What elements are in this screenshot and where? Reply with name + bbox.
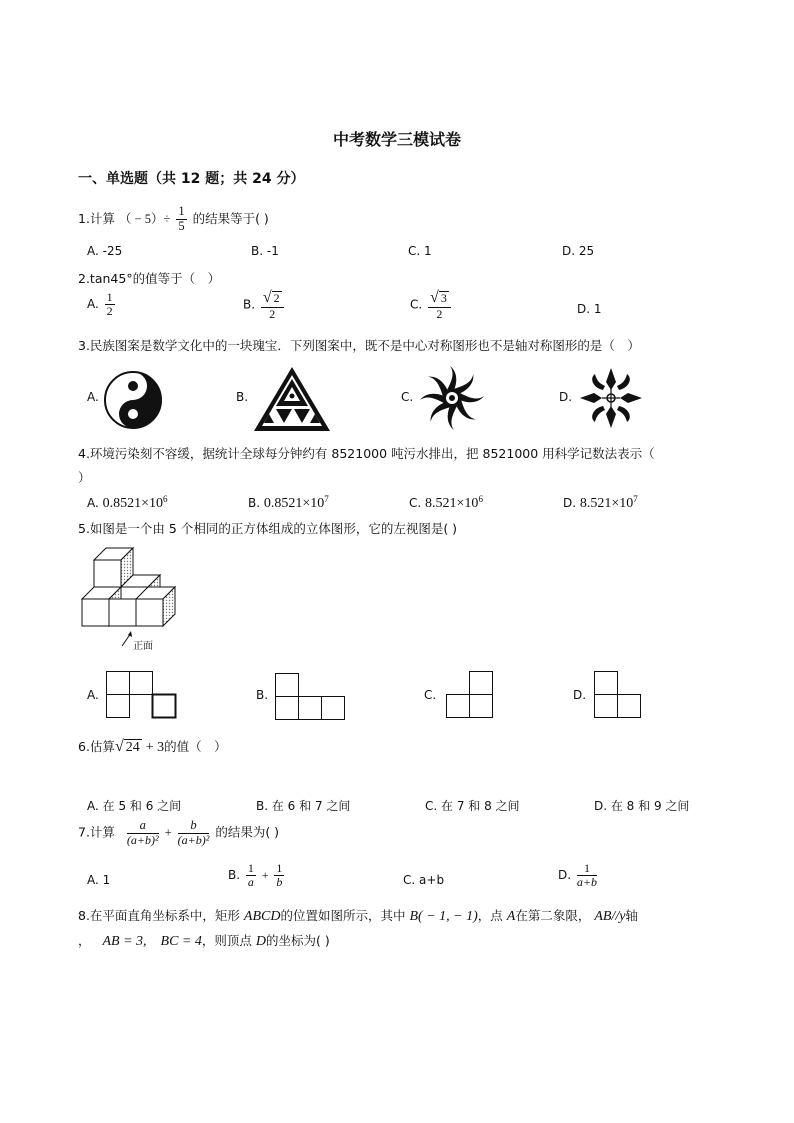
q4-option-c[interactable] bbox=[409, 494, 483, 512]
q6-plus: + 3 bbox=[145, 740, 165, 755]
q6-suffix: 的值（ ） bbox=[164, 739, 227, 754]
q2-b-radicand: 2 bbox=[273, 291, 280, 305]
q7-t2-num: b bbox=[178, 819, 210, 834]
q2-a-label: A. bbox=[87, 297, 99, 312]
q4-b-exp: 7 bbox=[324, 494, 329, 504]
pinwheel-flower-icon[interactable] bbox=[418, 364, 486, 432]
q1-suffix: 的结果等于( ) bbox=[192, 210, 269, 226]
q7-term-2 bbox=[178, 819, 210, 847]
q7-b-den2: b bbox=[276, 875, 283, 890]
q4-d-base: 8.521×10 bbox=[579, 496, 634, 511]
q7-suffix: 的结果为( ) bbox=[215, 824, 280, 840]
q7-d-den: a+b bbox=[576, 875, 597, 890]
q4-c-base: 8.521×10 bbox=[425, 496, 479, 511]
q7-b-label: B. bbox=[228, 868, 241, 883]
ornament-icon[interactable] bbox=[578, 366, 644, 430]
q8-text-7: ，则顶点 bbox=[201, 933, 252, 948]
q8-text-6: ， bbox=[78, 933, 91, 948]
q5-label-c[interactable]: C. bbox=[424, 688, 437, 702]
q7-a-label: A. bbox=[87, 873, 99, 887]
q4-b-base: 0.8521×10 bbox=[263, 496, 325, 511]
q5-view-a[interactable] bbox=[106, 671, 178, 718]
q7-plus: + bbox=[164, 825, 172, 840]
question-4-line1: 4.环境污染刻不容缓，据统计全球每分钟约有 8521000 吨污水排出，把 8521000 用科学记数法表示（ bbox=[78, 446, 655, 461]
q1-option-c[interactable]: C. 1 bbox=[408, 244, 432, 258]
q6-option-d[interactable]: D. 在 8 和 9 之间 bbox=[594, 799, 690, 813]
q2-c-label: C. bbox=[410, 297, 423, 312]
q7-t1-den: (a+b)² bbox=[126, 832, 159, 847]
q7-c-label: C. bbox=[403, 873, 416, 887]
q8-ab-parallel: AB//y bbox=[594, 909, 626, 924]
q6-option-a[interactable]: A. 在 5 和 6 之间 bbox=[87, 799, 182, 813]
sqrt-icon: √ bbox=[430, 289, 439, 306]
q8-point-b: B( − 1, − 1) bbox=[409, 909, 478, 924]
q2-b-den: 2 bbox=[269, 306, 276, 321]
q4-option-d[interactable] bbox=[563, 494, 638, 512]
q7-d-num: 1 bbox=[577, 862, 597, 876]
q7-b-num2: 1 bbox=[276, 861, 283, 875]
question-3: 3.民族图案是数学文化中的一块瑰宝．下列图案中，既不是中心对称图形也不是轴对称图形的是（ ） bbox=[78, 338, 640, 353]
q7-b-den1: a bbox=[247, 875, 254, 890]
q7-b-frac-2 bbox=[274, 862, 284, 889]
q7-option-c[interactable] bbox=[403, 873, 444, 887]
q2-a-fraction bbox=[105, 291, 115, 318]
q7-b-plus: + bbox=[261, 868, 269, 883]
q6-option-b[interactable]: B. 在 6 和 7 之间 bbox=[256, 799, 351, 813]
q4-c-label: C. bbox=[409, 496, 422, 510]
q1-option-d[interactable]: D. 25 bbox=[562, 244, 595, 258]
q5-label-b[interactable]: B. bbox=[256, 688, 269, 702]
sqrt-icon: √ bbox=[114, 738, 124, 755]
q5-front-label: 正面 bbox=[133, 641, 153, 652]
q7-option-a[interactable] bbox=[87, 873, 110, 887]
q7-t1-num: a bbox=[127, 819, 159, 834]
question-6 bbox=[78, 737, 227, 756]
q2-c-den: 2 bbox=[436, 306, 443, 321]
q7-b-num1: 1 bbox=[247, 861, 254, 875]
q4-a-base: 0.8521×10 bbox=[102, 496, 164, 511]
q8-ab: AB = 3, bbox=[102, 934, 147, 949]
q2-b-label: B. bbox=[243, 297, 256, 312]
q2-a-num: 1 bbox=[106, 290, 113, 304]
q2-d-value: 1 bbox=[593, 302, 602, 316]
q1-option-a[interactable]: A. -25 bbox=[87, 244, 123, 258]
q7-option-d[interactable] bbox=[558, 862, 599, 889]
q8-text-2: 的位置如图所示，其中 bbox=[280, 908, 406, 923]
question-8-line1 bbox=[78, 906, 638, 925]
q6-prefix: 6.估算 bbox=[78, 739, 115, 754]
q7-b-frac-1 bbox=[246, 862, 256, 889]
q2-option-b[interactable] bbox=[243, 289, 286, 321]
q6-radicand: 24 bbox=[125, 740, 140, 755]
q4-b-label: B. bbox=[248, 496, 261, 510]
q3-label-c[interactable]: C. bbox=[401, 390, 414, 404]
q5-view-d[interactable] bbox=[594, 671, 644, 718]
q7-d-label: D. bbox=[558, 868, 572, 883]
q1-prefix: 1.计算 bbox=[78, 210, 115, 226]
q2-b-fraction bbox=[261, 289, 284, 321]
q8-text-3: ，点 bbox=[477, 908, 503, 923]
q4-option-a[interactable] bbox=[87, 494, 168, 512]
q5-view-b[interactable] bbox=[275, 673, 347, 720]
q7-a-value: 1 bbox=[102, 873, 111, 887]
q1-fraction bbox=[176, 205, 186, 234]
q8-text-4: 在第二象限， bbox=[515, 908, 591, 923]
q2-c-radicand: 3 bbox=[440, 291, 447, 305]
sqrt-icon: √ bbox=[262, 289, 272, 306]
q7-c-value: a+b bbox=[419, 873, 445, 887]
q1-option-b[interactable]: B. -1 bbox=[251, 244, 279, 258]
q2-a-den: 2 bbox=[106, 304, 113, 319]
question-8-line2 bbox=[78, 931, 330, 950]
q5-label-a[interactable]: A. bbox=[87, 688, 99, 702]
q1-frac-num: 1 bbox=[178, 204, 185, 218]
q1-frac-den: 5 bbox=[178, 218, 185, 233]
q7-option-b[interactable] bbox=[228, 862, 286, 889]
question-4-line2: ） bbox=[78, 470, 91, 485]
q8-text-8: 的坐标为( ) bbox=[266, 933, 330, 948]
question-1 bbox=[78, 205, 269, 234]
q2-option-d[interactable] bbox=[577, 302, 602, 316]
q8-a: A bbox=[506, 909, 516, 924]
q7-t2-den: (a+b)² bbox=[177, 832, 210, 847]
q4-option-b[interactable] bbox=[248, 494, 329, 512]
q8-text-1: 8.在平面直角坐标系中，矩形 bbox=[78, 908, 240, 923]
question-5: 5.如图是一个由 5 个相同的正方体组成的立体图形，它的左视图是( ) bbox=[78, 521, 458, 536]
q3-label-d[interactable]: D. bbox=[559, 390, 573, 404]
page-title: 中考数学三模试卷 bbox=[332, 130, 461, 149]
q8-text-5: 轴 bbox=[625, 908, 638, 923]
section-heading: 一、单选题（共 12 题；共 24 分） bbox=[78, 171, 305, 187]
question-7 bbox=[78, 819, 279, 847]
q4-d-label: D. bbox=[563, 496, 577, 510]
q7-prefix: 7.计算 bbox=[78, 824, 115, 840]
q4-a-exp: 6 bbox=[163, 494, 168, 504]
q4-d-exp: 7 bbox=[633, 494, 638, 504]
q8-abcd: ABCD bbox=[243, 909, 281, 924]
q2-option-c[interactable] bbox=[410, 289, 453, 321]
q1-expr: （ − 5）÷ bbox=[118, 211, 171, 226]
q5-view-c[interactable] bbox=[446, 671, 496, 718]
q3-label-b[interactable]: B. bbox=[236, 390, 249, 404]
q2-d-label: D. bbox=[577, 302, 591, 316]
q7-term-1 bbox=[127, 819, 159, 847]
q4-a-label: A. bbox=[87, 496, 99, 510]
q5-label-d[interactable]: D. bbox=[573, 688, 587, 702]
yin-yang-icon[interactable] bbox=[103, 370, 163, 430]
q4-c-exp: 6 bbox=[478, 494, 483, 504]
q2-c-fraction bbox=[428, 289, 451, 321]
triangle-pattern-icon[interactable] bbox=[252, 365, 332, 433]
q7-d-frac bbox=[577, 862, 597, 889]
question-2: 2.tan45°的值等于（ ） bbox=[78, 271, 221, 286]
q8-d: D bbox=[255, 934, 267, 949]
q2-option-a[interactable] bbox=[87, 291, 117, 318]
q3-label-a[interactable]: A. bbox=[87, 390, 99, 404]
q6-option-c[interactable]: C. 在 7 和 8 之间 bbox=[425, 799, 520, 813]
q8-bc: BC = 4 bbox=[160, 934, 202, 949]
